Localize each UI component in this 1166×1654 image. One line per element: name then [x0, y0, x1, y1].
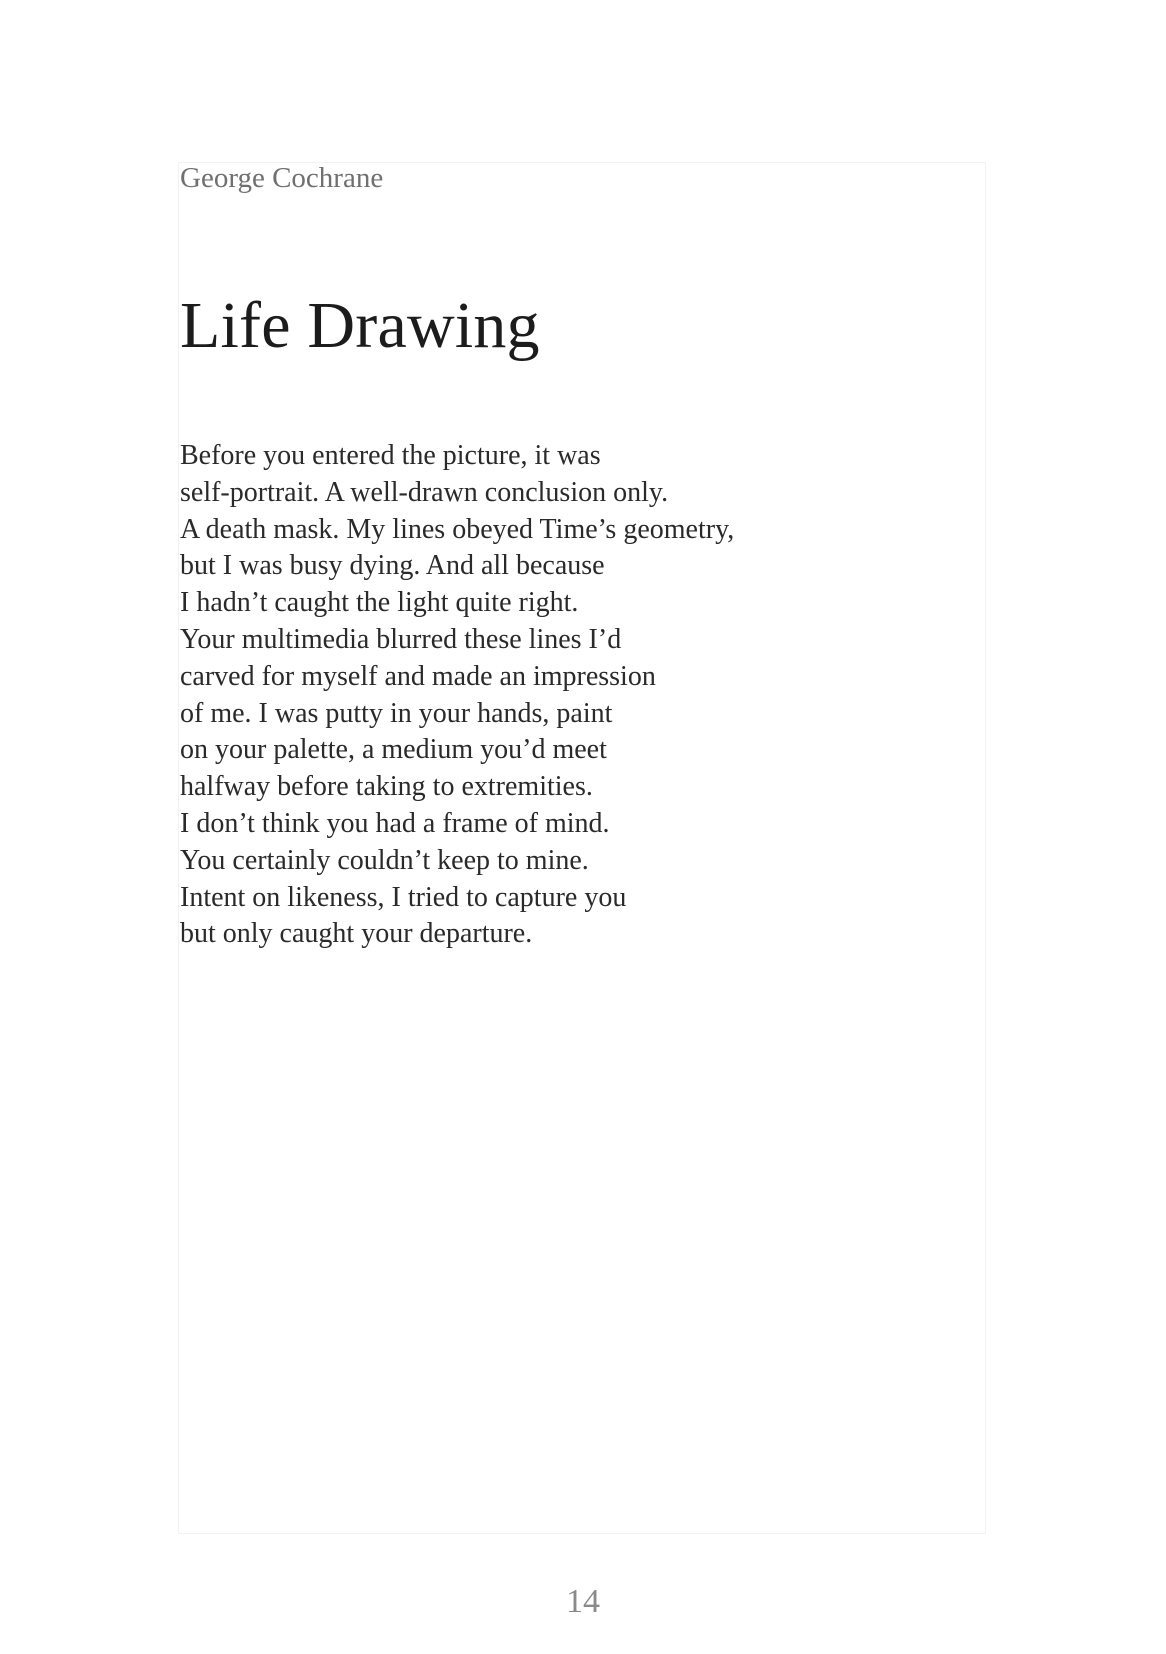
page-number: 14: [566, 1583, 600, 1620]
poem-title: Life Drawing: [180, 289, 540, 362]
author-name: George Cochrane: [180, 162, 384, 194]
poem-line: but only caught your departure.: [180, 918, 533, 950]
poem-line: of me. I was putty in your hands, paint: [180, 697, 613, 729]
poem-line: but I was busy dying. And all because: [180, 550, 605, 582]
poem-line: halfway before taking to extremities.: [180, 771, 593, 803]
poem-line: You certainly couldn’t keep to mine.: [180, 844, 589, 876]
poem-line: I hadn’t caught the light quite right.: [180, 587, 579, 619]
poem-line: on your palette, a medium you’d meet: [180, 734, 607, 766]
poem-line: carved for myself and made an impression: [180, 660, 656, 692]
poem-body: [180, 438, 960, 953]
poem-line: Your multimedia blurred these lines I’d: [180, 623, 622, 655]
poem-line: A death mask. My lines obeyed Time’s geometry,: [180, 513, 735, 545]
poem-line: self-portrait. A well-drawn conclusion only.: [180, 476, 669, 508]
poem-line: Before you entered the picture, it was: [180, 440, 601, 471]
poem-line: Intent on likeness, I tried to capture you: [180, 881, 627, 913]
poem-line: I don’t think you had a frame of mind.: [180, 807, 610, 839]
